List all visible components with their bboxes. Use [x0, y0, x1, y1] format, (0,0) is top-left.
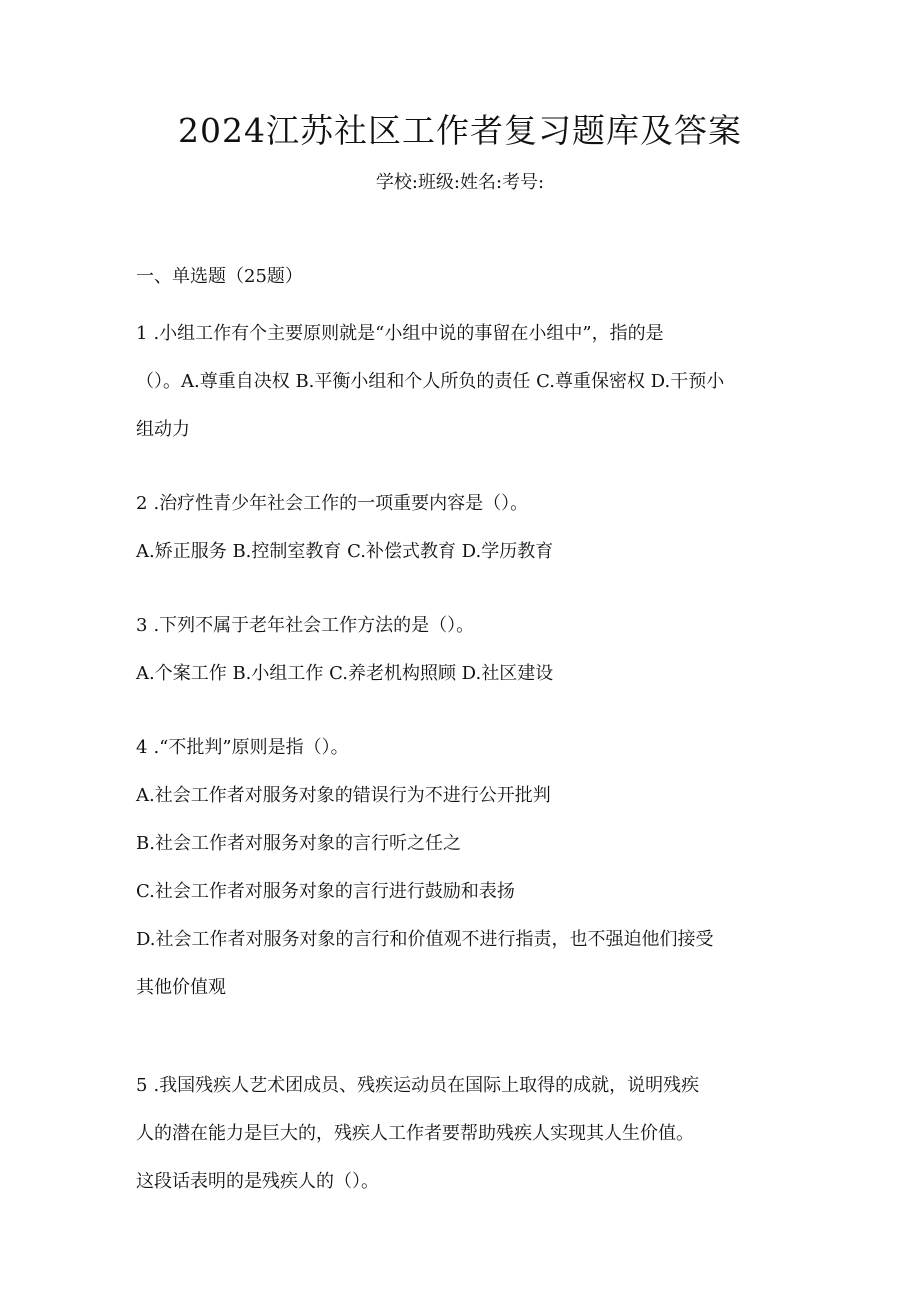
question-2 [136, 480, 796, 576]
question-5-line-1 [136, 1062, 796, 1110]
question-4-line-1 [136, 724, 796, 772]
question-4-option-d: D.社会工作者对服务对象的言行和价值观不进行指责，也不强迫他们接受 [136, 929, 714, 950]
document-subtitle: 学校:班级:姓名:考号: [375, 172, 545, 193]
question-number: 4 [136, 737, 148, 758]
question-1-line-1 [136, 310, 796, 358]
question-5 [136, 1062, 796, 1206]
question-3-options: A.个案工作 B.小组工作 C.养老机构照顾 D.社区建设 [136, 663, 554, 684]
question-3 [136, 602, 796, 698]
question-4 [136, 724, 796, 1012]
question-4-option-c: C.社会工作者对服务对象的言行进行鼓励和表扬 [136, 881, 515, 902]
question-5-line-2: 人的潜在能力是巨大的，残疾人工作者要帮助残疾人实现其人生价值。 [136, 1123, 694, 1144]
question-number: 5 [136, 1075, 148, 1096]
question-text: .下列不属于老年社会工作方法的是（）。 [153, 615, 475, 636]
section-heading: 一、单选题（25题） [136, 266, 303, 287]
question-1 [136, 310, 796, 454]
question-text: .小组工作有个主要原则就是“小组中说的事留在小组中”，指的是 [153, 323, 664, 344]
question-number: 3 [136, 615, 148, 636]
document-title: 2024江苏社区工作者复习题库及答案 [178, 111, 742, 150]
question-text: .“不批判”原则是指（）。 [153, 737, 349, 758]
question-2-line-1 [136, 480, 796, 528]
question-text: .治疗性青少年社会工作的一项重要内容是（）。 [153, 493, 529, 514]
question-5-line-3: 这段话表明的是残疾人的（）。 [136, 1171, 379, 1192]
question-text: .我国残疾人艺术团成员、残疾运动员在国际上取得的成就，说明残疾 [153, 1075, 700, 1096]
question-4-option-d-cont: 其他价值观 [136, 977, 226, 998]
question-4-option-a: A.社会工作者对服务对象的错误行为不进行公开批判 [136, 785, 551, 806]
question-1-line-2: （）。A.尊重自决权 B.平衡小组和个人所负的责任 C.尊重保密权 D.干预小 [136, 371, 725, 392]
question-3-line-1 [136, 602, 796, 650]
question-4-option-b: B.社会工作者对服务对象的言行听之任之 [136, 833, 461, 854]
document-content [136, 262, 796, 1232]
question-1-line-3: 组动力 [136, 419, 190, 440]
question-2-options: A.矫正服务 B.控制室教育 C.补偿式教育 D.学历教育 [136, 541, 554, 562]
question-number: 1 [136, 323, 148, 344]
question-number: 2 [136, 493, 148, 514]
